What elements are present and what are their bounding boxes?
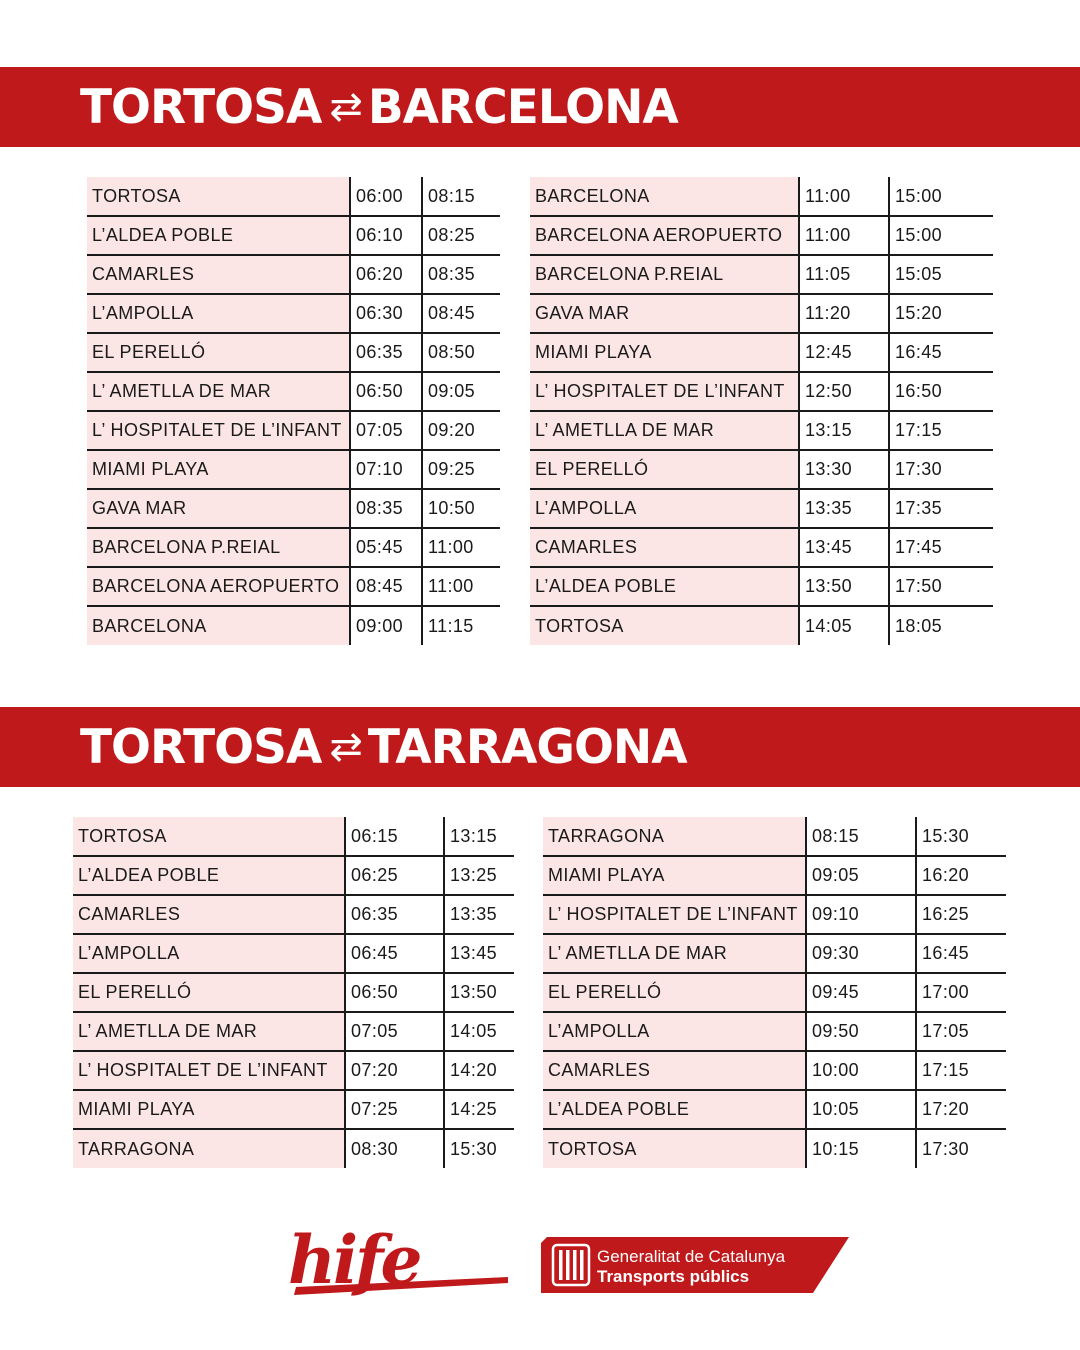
route-origin: TORTOSA bbox=[80, 719, 322, 775]
stop-name: L’ALDEA POBLE bbox=[87, 216, 350, 255]
stop-name: TORTOSA bbox=[87, 177, 350, 216]
departure-time: 06:00 bbox=[350, 177, 422, 216]
departure-time: 11:00 bbox=[799, 177, 889, 216]
departure-time: 17:20 bbox=[916, 1090, 1006, 1129]
departure-time: 07:10 bbox=[350, 450, 422, 489]
departure-time: 08:45 bbox=[350, 567, 422, 606]
departure-time: 15:00 bbox=[889, 216, 993, 255]
hife-logo bbox=[276, 1225, 516, 1305]
timetable-row bbox=[73, 934, 514, 973]
departure-time: 13:15 bbox=[799, 411, 889, 450]
departure-time: 13:45 bbox=[444, 934, 514, 973]
timetable-row bbox=[530, 333, 993, 372]
timetable-row bbox=[543, 895, 1006, 934]
departure-time: 14:25 bbox=[444, 1090, 514, 1129]
barcelona-route-banner bbox=[0, 67, 1080, 147]
timetable-row bbox=[73, 1090, 514, 1129]
departure-time: 16:25 bbox=[916, 895, 1006, 934]
departure-time: 13:25 bbox=[444, 856, 514, 895]
tarragona-outbound-timetable bbox=[73, 817, 514, 1168]
departure-time: 08:35 bbox=[350, 489, 422, 528]
departure-time: 16:45 bbox=[889, 333, 993, 372]
timetable-row bbox=[73, 817, 514, 856]
stop-name: BARCELONA P.REIAL bbox=[530, 255, 799, 294]
timetable-row bbox=[87, 294, 500, 333]
departure-time: 10:50 bbox=[422, 489, 500, 528]
departure-time: 09:50 bbox=[806, 1012, 916, 1051]
timetable-row bbox=[530, 411, 993, 450]
route-destination: TARRAGONA bbox=[367, 719, 687, 775]
departure-time: 15:30 bbox=[916, 817, 1006, 856]
stop-name: BARCELONA AEROPUERTO bbox=[87, 567, 350, 606]
stop-name: EL PERELLÓ bbox=[73, 973, 345, 1012]
timetable-row bbox=[530, 567, 993, 606]
transports-publics-label: Transports públics bbox=[597, 1267, 750, 1286]
stop-name: L’ HOSPITALET DE L’INFANT bbox=[73, 1051, 345, 1090]
departure-time: 16:45 bbox=[916, 934, 1006, 973]
stop-name: EL PERELLÓ bbox=[543, 973, 806, 1012]
departure-time: 07:05 bbox=[350, 411, 422, 450]
timetable-row bbox=[543, 973, 1006, 1012]
departure-time: 06:50 bbox=[350, 372, 422, 411]
timetable-row bbox=[87, 411, 500, 450]
departure-time: 09:20 bbox=[422, 411, 500, 450]
stop-name: BARCELONA P.REIAL bbox=[87, 528, 350, 567]
stop-name: CAMARLES bbox=[543, 1051, 806, 1090]
departure-time: 06:25 bbox=[345, 856, 444, 895]
departure-time: 09:25 bbox=[422, 450, 500, 489]
timetable-row bbox=[87, 606, 500, 645]
generalitat-name: Generalitat de Catalunya bbox=[597, 1247, 786, 1266]
route-destination: BARCELONA bbox=[367, 79, 678, 135]
stop-name: BARCELONA AEROPUERTO bbox=[530, 216, 799, 255]
timetable-row bbox=[73, 856, 514, 895]
departure-time: 13:35 bbox=[799, 489, 889, 528]
departure-time: 13:35 bbox=[444, 895, 514, 934]
timetable-row bbox=[530, 372, 993, 411]
departure-time: 15:05 bbox=[889, 255, 993, 294]
stop-name: L’ AMETLLA DE MAR bbox=[543, 934, 806, 973]
stop-name: GAVA MAR bbox=[530, 294, 799, 333]
timetable-row bbox=[73, 1129, 514, 1168]
departure-time: 17:45 bbox=[889, 528, 993, 567]
departure-time: 17:15 bbox=[916, 1051, 1006, 1090]
departure-time: 16:20 bbox=[916, 856, 1006, 895]
departure-time: 14:20 bbox=[444, 1051, 514, 1090]
stop-name: TARRAGONA bbox=[543, 817, 806, 856]
stop-name: MIAMI PLAYA bbox=[530, 333, 799, 372]
departure-time: 16:50 bbox=[889, 372, 993, 411]
timetable-row bbox=[543, 817, 1006, 856]
timetable-row bbox=[543, 934, 1006, 973]
timetable-row bbox=[87, 567, 500, 606]
stop-name: BARCELONA bbox=[87, 606, 350, 645]
departure-time: 08:35 bbox=[422, 255, 500, 294]
stop-name: TORTOSA bbox=[543, 1129, 806, 1168]
departure-time: 11:00 bbox=[422, 567, 500, 606]
tarragona-return-timetable bbox=[543, 817, 1006, 1168]
departure-time: 17:50 bbox=[889, 567, 993, 606]
departure-time: 11:00 bbox=[799, 216, 889, 255]
departure-time: 12:50 bbox=[799, 372, 889, 411]
departure-time: 09:10 bbox=[806, 895, 916, 934]
departure-time: 11:15 bbox=[422, 606, 500, 645]
stop-name: L’ AMETLLA DE MAR bbox=[73, 1012, 345, 1051]
timetable-row bbox=[73, 895, 514, 934]
stop-name: GAVA MAR bbox=[87, 489, 350, 528]
departure-time: 13:30 bbox=[799, 450, 889, 489]
timetable-row bbox=[530, 255, 993, 294]
timetable-row bbox=[530, 450, 993, 489]
departure-time: 08:25 bbox=[422, 216, 500, 255]
departure-time: 17:00 bbox=[916, 973, 1006, 1012]
departure-time: 06:10 bbox=[350, 216, 422, 255]
timetable-row bbox=[87, 450, 500, 489]
timetable-row bbox=[543, 1051, 1006, 1090]
tarragona-route-banner bbox=[0, 707, 1080, 787]
stop-name: TARRAGONA bbox=[73, 1129, 345, 1168]
departure-time: 17:15 bbox=[889, 411, 993, 450]
stop-name: L’AMPOLLA bbox=[87, 294, 350, 333]
timetable-row bbox=[87, 528, 500, 567]
departure-time: 13:50 bbox=[444, 973, 514, 1012]
footer-logos bbox=[0, 1225, 1080, 1315]
stop-name: TORTOSA bbox=[530, 606, 799, 645]
departure-time: 18:05 bbox=[889, 606, 993, 645]
timetable-row bbox=[87, 489, 500, 528]
departure-time: 06:30 bbox=[350, 294, 422, 333]
tarragona-route-title bbox=[80, 707, 687, 787]
hife-wordmark: hife bbox=[288, 1225, 420, 1299]
departure-time: 07:25 bbox=[345, 1090, 444, 1129]
departure-time: 08:15 bbox=[806, 817, 916, 856]
departure-time: 10:15 bbox=[806, 1129, 916, 1168]
departure-time: 13:15 bbox=[444, 817, 514, 856]
stop-name: EL PERELLÓ bbox=[87, 333, 350, 372]
stop-name: CAMARLES bbox=[87, 255, 350, 294]
departure-time: 13:45 bbox=[799, 528, 889, 567]
timetable-row bbox=[87, 216, 500, 255]
timetable-row bbox=[543, 1090, 1006, 1129]
timetable-row bbox=[543, 1129, 1006, 1168]
departure-time: 09:30 bbox=[806, 934, 916, 973]
stop-name: L’AMPOLLA bbox=[530, 489, 799, 528]
stop-name: MIAMI PLAYA bbox=[87, 450, 350, 489]
generalitat-logo-text bbox=[597, 1247, 785, 1287]
stop-name: L’ALDEA POBLE bbox=[543, 1090, 806, 1129]
departure-time: 17:35 bbox=[889, 489, 993, 528]
timetable-row bbox=[530, 294, 993, 333]
timetable-row bbox=[73, 1012, 514, 1051]
barcelona-route-title bbox=[80, 67, 678, 147]
stop-name: L’ALDEA POBLE bbox=[73, 856, 345, 895]
departure-time: 06:20 bbox=[350, 255, 422, 294]
stop-name: L’ HOSPITALET DE L’INFANT bbox=[530, 372, 799, 411]
departure-time: 07:05 bbox=[345, 1012, 444, 1051]
departure-time: 11:20 bbox=[799, 294, 889, 333]
timetable-row bbox=[87, 372, 500, 411]
departure-time: 07:20 bbox=[345, 1051, 444, 1090]
stop-name: MIAMI PLAYA bbox=[73, 1090, 345, 1129]
departure-time: 10:00 bbox=[806, 1051, 916, 1090]
departure-time: 17:30 bbox=[889, 450, 993, 489]
stop-name: L’AMPOLLA bbox=[73, 934, 345, 973]
timetable-row bbox=[87, 255, 500, 294]
departure-time: 06:50 bbox=[345, 973, 444, 1012]
departure-time: 09:00 bbox=[350, 606, 422, 645]
timetable-row bbox=[530, 177, 993, 216]
departure-time: 15:20 bbox=[889, 294, 993, 333]
timetable-row bbox=[73, 1051, 514, 1090]
departure-time: 05:45 bbox=[350, 528, 422, 567]
departure-time: 15:00 bbox=[889, 177, 993, 216]
departure-time: 15:30 bbox=[444, 1129, 514, 1168]
route-origin: TORTOSA bbox=[80, 79, 322, 135]
stop-name: BARCELONA bbox=[530, 177, 799, 216]
stop-name: L’ AMETLLA DE MAR bbox=[87, 372, 350, 411]
departure-time: 12:45 bbox=[799, 333, 889, 372]
stop-name: L’ HOSPITALET DE L’INFANT bbox=[87, 411, 350, 450]
stop-name: EL PERELLÓ bbox=[530, 450, 799, 489]
departure-time: 11:00 bbox=[422, 528, 500, 567]
departure-time: 06:35 bbox=[350, 333, 422, 372]
departure-time: 08:45 bbox=[422, 294, 500, 333]
departure-time: 09:05 bbox=[422, 372, 500, 411]
stop-name: L’ALDEA POBLE bbox=[530, 567, 799, 606]
departure-time: 14:05 bbox=[444, 1012, 514, 1051]
stop-name: L’ AMETLLA DE MAR bbox=[530, 411, 799, 450]
timetable-row bbox=[543, 1012, 1006, 1051]
stop-name: TORTOSA bbox=[73, 817, 345, 856]
timetable-row bbox=[530, 216, 993, 255]
barcelona-outbound-timetable bbox=[87, 177, 500, 645]
timetable-row bbox=[530, 606, 993, 645]
departure-time: 17:05 bbox=[916, 1012, 1006, 1051]
timetable-row bbox=[87, 177, 500, 216]
swap-arrows-icon: ⇄ bbox=[329, 84, 362, 130]
stop-name: L’AMPOLLA bbox=[543, 1012, 806, 1051]
departure-time: 11:05 bbox=[799, 255, 889, 294]
departure-time: 08:50 bbox=[422, 333, 500, 372]
timetable-row bbox=[543, 856, 1006, 895]
stop-name: MIAMI PLAYA bbox=[543, 856, 806, 895]
stop-name: CAMARLES bbox=[530, 528, 799, 567]
departure-time: 10:05 bbox=[806, 1090, 916, 1129]
departure-time: 06:35 bbox=[345, 895, 444, 934]
departure-time: 17:30 bbox=[916, 1129, 1006, 1168]
departure-time: 08:15 bbox=[422, 177, 500, 216]
stop-name: CAMARLES bbox=[73, 895, 345, 934]
swap-arrows-icon: ⇄ bbox=[329, 724, 362, 770]
departure-time: 13:50 bbox=[799, 567, 889, 606]
stop-name: L’ HOSPITALET DE L’INFANT bbox=[543, 895, 806, 934]
departure-time: 06:15 bbox=[345, 817, 444, 856]
departure-time: 06:45 bbox=[345, 934, 444, 973]
timetable-row bbox=[530, 489, 993, 528]
barcelona-return-timetable bbox=[530, 177, 993, 645]
timetable-row bbox=[530, 528, 993, 567]
timetable-row bbox=[87, 333, 500, 372]
departure-time: 09:05 bbox=[806, 856, 916, 895]
departure-time: 08:30 bbox=[345, 1129, 444, 1168]
timetable-row bbox=[73, 973, 514, 1012]
departure-time: 09:45 bbox=[806, 973, 916, 1012]
departure-time: 14:05 bbox=[799, 606, 889, 645]
